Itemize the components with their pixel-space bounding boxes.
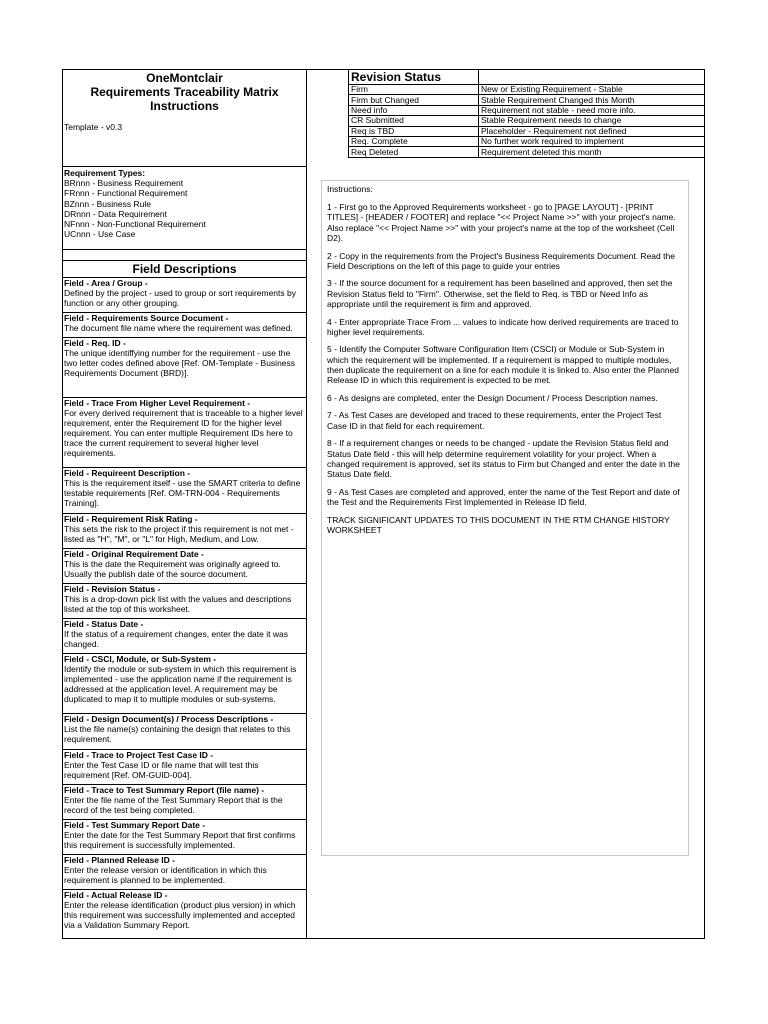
requirement-types-box: [62, 166, 307, 250]
revision-status-header-row: [349, 70, 705, 85]
status-cell: Firm: [349, 85, 479, 95]
instruction-step-5: 5 - Identify the Computer Software Configuration Item (CSCI) or Module or Sub-System in which the requirement will be implemented. If a requirement is mapped to multiple modules, then duplicate the requirement on a line for each module it is linked to. Also enter the Planned Release ID in which this requirement is expected to be met.: [327, 344, 680, 386]
field-name: Field - Req. ID -: [64, 338, 126, 348]
meaning-cell: Requirement deleted this month: [479, 147, 705, 157]
field-planned-release-id: [62, 855, 307, 890]
instruction-step-6: 6 - As designs are completed, enter the Design Document / Process Description names.: [327, 392, 658, 403]
requirement-type-item: FRnnn - Functional Requirement: [64, 188, 188, 199]
field-name: Field - Actual Release ID -: [64, 890, 168, 900]
field-name: Field - Requireent Description -: [64, 468, 191, 478]
field-name: Field - Requirement Risk Rating -: [64, 514, 198, 524]
field-description: This is the date the Requirement was originally agreed to. Usually the publish date of the source document.: [64, 559, 281, 580]
field-description: For every derived requirement that is traceable to a higher level requirement, enter the Requirement ID for the higher level requirement. You can enter multiple Requirement IDs here to trace the current requirement to several higher level requirements.: [64, 408, 303, 459]
meaning-cell: Stable Requirement Changed this Month: [479, 95, 705, 105]
requirement-type-item: BRnnn - Business Requirement: [64, 178, 184, 189]
table-row: [349, 95, 705, 105]
template-version: Template - v0.3: [64, 122, 123, 132]
field-description: Enter the date for the Test Summary Report that first confirms this requirement is successfully implemented.: [64, 830, 296, 851]
meaning-cell: New or Existing Requirement - Stable: [479, 85, 705, 95]
field-requirements-source-document: [62, 313, 307, 338]
field-description: Enter the release version or identification in which this requirement is planned to be implemented.: [64, 865, 267, 886]
field-description: The unique identiffying number for the requirement - use the two letter codes defined above [Ref. OM-Template - Business Requirements Document (BRD)].: [64, 348, 296, 379]
instructions-heading: Instructions:: [327, 184, 373, 194]
field-requirement-description: [62, 468, 307, 514]
field-name: Field - Status Date -: [64, 619, 144, 629]
status-cell: Need info: [349, 105, 479, 115]
instruction-step-1: 1 - First go to the Approved Requirements worksheet - go to [PAGE LAYOUT] - [PRINT TITLES] - [HEADER / FOOTER] and replace "<< Project Name >>" with your project's name. Also replace "<< Project Name >>" with your project's name at the top of the worksheet (Cell D2).: [327, 202, 676, 243]
field-requirement-risk-rating: [62, 514, 307, 549]
table-row: [349, 116, 705, 126]
field-description: Enter the file name of the Test Summary Report that is the record of the test being completed.: [64, 795, 283, 816]
revision-status-heading-blank: [479, 70, 705, 85]
instructions-text-box: [321, 180, 689, 856]
requirement-type-item: BZnnn - Business Rule: [64, 198, 151, 209]
field-trace-from-higher-level: [62, 398, 307, 468]
instruction-step-7: 7 - As Test Cases are developed and traced to these requirements, enter the Project Test Case ID in that field for each requirement.: [327, 410, 662, 431]
field-trace-to-test-case-id: [62, 750, 307, 785]
field-req-id: [62, 338, 307, 398]
field-name: Field - Area / Group -: [64, 278, 148, 288]
field-description: This is a drop-down pick list with the values and descriptions listed at the top of this worksheet.: [64, 594, 292, 615]
field-name: Field - Requirements Source Document -: [64, 313, 229, 323]
instruction-track-updates: TRACK SIGNIFICANT UPDATES TO THIS DOCUMENT IN THE RTM CHANGE HISTORY WORKSHEET: [327, 514, 670, 535]
instruction-step-8: 8 - If a requirement changes or needs to be changed - update the Revision Status field and Status Date field - this will help determine requirement volatility for your project. When a changed requirement is approved, set its status to Firm but Changed and enter the date in the Status Date field.: [327, 438, 680, 479]
table-row: [349, 85, 705, 95]
title-line-1: OneMontclair: [146, 71, 223, 85]
field-actual-release-id: [62, 890, 307, 939]
field-description: If the status of a requirement changes, enter the date it was changed.: [64, 629, 288, 650]
field-descriptions-heading: Field Descriptions: [62, 260, 307, 278]
title-line-2: Requirements Traceability Matrix: [90, 85, 279, 99]
status-cell: Req is TBD: [349, 126, 479, 136]
table-row: [349, 136, 705, 146]
table-row: [349, 147, 705, 157]
field-description: Defined by the project - used to group or sort requirements by function or any other grouping.: [64, 288, 296, 309]
title-line-3: Instructions: [150, 99, 219, 113]
field-test-summary-report-date: [62, 820, 307, 855]
field-name: Field - Test Summary Report Date -: [64, 820, 206, 830]
revision-status-table: [348, 69, 705, 158]
meaning-cell: Placeholder - Requirement not defined: [479, 126, 705, 136]
field-description: Identify the module or sub-system in which this requirement is implemented - use the application name if the requirement is addressed at the application level. A requirement may be duplicated to map it to multiple modules or sub-systems.: [64, 664, 297, 705]
field-description: This is the requirement itself - use the SMART criteria to define testable requirements [Ref. OM-TRN-004 - Requirements Training].: [64, 478, 301, 509]
revision-status-heading: Revision Status: [349, 70, 479, 85]
field-description: Enter the Test Case ID or file name that will test this requirement [Ref. OM-GUID-004].: [64, 760, 259, 781]
status-cell: Req Deleted: [349, 147, 479, 157]
meaning-cell: Requirement not stable - need more info.: [479, 105, 705, 115]
field-name: Field - Trace From Higher Level Requirement -: [64, 398, 251, 408]
field-name: Field - Trace to Project Test Case ID -: [64, 750, 214, 760]
field-description: This sets the risk to the project if this requirement is not met - listed as "H", "M", or "L" for High, Medium, and Low.: [64, 524, 294, 545]
instruction-step-2: 2 - Copy in the requirements from the Project's Business Requirements Document. Read the Field Descriptions on the left of this page to guide your entries: [327, 250, 675, 271]
field-csci-module-subsystem: [62, 654, 307, 714]
page-title: [62, 71, 307, 113]
field-name: Field - CSCI, Module, or Sub-System -: [64, 654, 217, 664]
status-cell: Firm but Changed: [349, 95, 479, 105]
requirement-type-item: DRnnn - Data Requirement: [64, 208, 167, 219]
field-name: Field - Design Document(s) / Process Descriptions -: [64, 714, 274, 724]
instruction-step-3: 3 - If the source document for a requirement has been baselined and approved, then set the Revision Status field to "Firm". Otherwise, set the field to Req. is TBD or Need Info as appropriate until the requirement is firm and approved.: [327, 278, 673, 309]
field-name: Field - Trace to Test Summary Report (file name) -: [64, 785, 265, 795]
field-original-requirement-date: [62, 549, 307, 584]
field-trace-to-test-summary-report: [62, 785, 307, 820]
instruction-step-4: 4 - Enter appropriate Trace From ... values to indicate how derived requirements are traced to higher level requirements.: [327, 316, 679, 337]
field-description: The document file name where the requirement was defined.: [64, 323, 293, 334]
status-cell: Req. Complete: [349, 136, 479, 146]
requirement-type-item: NFnnn - Non-Functional Requirement: [64, 219, 206, 230]
field-name: Field - Revision Status -: [64, 584, 161, 594]
status-cell: CR Submitted: [349, 116, 479, 126]
instruction-step-9: 9 - As Test Cases are completed and approved, enter the name of the Test Report and date of the Test and the Requirements First Implemented in Release ID field.: [327, 486, 680, 507]
requirement-type-item: UCnnn - Use Case: [64, 229, 136, 240]
field-design-documents: [62, 714, 307, 750]
field-name: Field - Planned Release ID -: [64, 855, 176, 865]
requirement-types-heading: Requirement Types:: [64, 168, 146, 178]
meaning-cell: No further work required to implement: [479, 136, 705, 146]
field-description: List the file name(s) containing the design that relates to this requirement.: [64, 724, 291, 745]
field-description: Enter the release identification (product plus version) in which this requirement was successfully implemented and accepted via a Validation Summary Report.: [64, 900, 296, 931]
field-area-group: [62, 278, 307, 313]
table-row: [349, 105, 705, 115]
field-revision-status: [62, 584, 307, 619]
field-name: Field - Original Requirement Date -: [64, 549, 204, 559]
field-status-date: [62, 619, 307, 654]
meaning-cell: Stable Requirement needs to change: [479, 116, 705, 126]
table-row: [349, 126, 705, 136]
